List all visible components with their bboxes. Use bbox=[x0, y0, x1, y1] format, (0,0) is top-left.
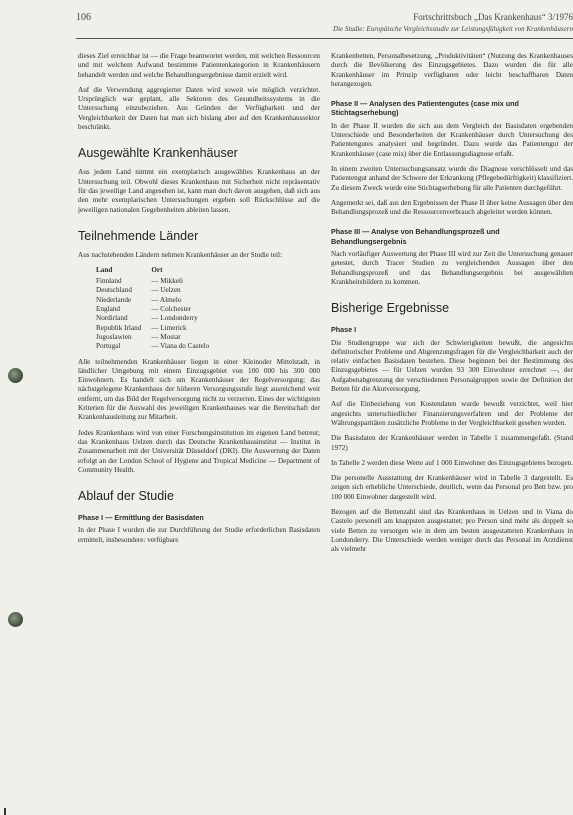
left-column bbox=[78, 52, 320, 551]
cell-ort: — Viana do Castelo bbox=[151, 342, 210, 351]
section-heading: Bisherige Ergebnisse bbox=[331, 301, 450, 316]
cell-ort: — Londonderry bbox=[151, 314, 198, 323]
paragraph: dieses Ziel erreichbar ist — die Frage beantwortet werden, mit welchen Ressourcen und mit welchem Aufwand bestimmte Patientenkategorien in Krankenhäusern behandelt werden und welche Behandlungsergebnisse damit erzielt wird. bbox=[78, 52, 320, 79]
cell-ort: — Mostar bbox=[151, 332, 181, 341]
cell-land: Deutschland bbox=[96, 286, 132, 295]
margin-mark bbox=[4, 808, 6, 815]
running-subtitle: Die Studie: Europäische Vergleichsstudie zur Leistungsfähigkeit von Krankenhäusern bbox=[333, 25, 573, 33]
paragraph: Auf die Verwendung aggregierter Daten wird soweit wie möglich verzichtet. Ursprünglich war geplant, alle Sektoren des Gesundheitssystems in die Untersuchung einzubeziehen. Aus Gründen der Verfügbarkeit und der Vergleichbarkeit der Daten hat man sich bislang aber auf den Krankenhaussektor beschränkt. bbox=[78, 85, 320, 132]
paragraph: Die Basisdaten der Krankenhäuser werden in Tabelle 1 zusammengefaßt. (Stand 1972) bbox=[331, 434, 573, 452]
table-row bbox=[96, 342, 213, 351]
paragraph: Jedes Krankenhaus wird von einer Forschungsinstitution im eigenen Land betreut; das Krankenhaus Uelzen durch das Deutsche Krankenhausinstitut — Institut in Zusammenarbeit mit der Universität Düsseldorf (DKI). Die Auswertung der Daten erfolgt an der London School of Hygiene and Tropical Medicine — Department of Community Health. bbox=[78, 428, 320, 474]
table-header-ort: Ort bbox=[151, 266, 163, 275]
subsection-heading: Phase III — Analyse von Behandlungsprozeß und Behandlungsergebnis bbox=[331, 227, 500, 246]
table-header-land: Land bbox=[96, 266, 113, 275]
right-column bbox=[331, 52, 573, 560]
countries-table bbox=[96, 266, 213, 351]
table-row bbox=[96, 305, 213, 314]
section-heading: Teilnehmende Länder bbox=[78, 228, 199, 243]
cell-ort: — Limerick bbox=[151, 323, 187, 332]
section-heading: Ausgewählte Krankenhäuser bbox=[78, 146, 238, 161]
paragraph: In einem zweiten Untersuchungsansatz wurde die Diagnose verschlüsselt und das Patientengut anhand der Schwere der Erkrankung (Pflegebedürftigkeit) klassifiziert. Zu diesem Zweck wurde eine Stichtagserhebung für alle Patienten durchgeführt. bbox=[331, 164, 573, 192]
subsection-heading: Phase I — Ermittlung der Basisdaten bbox=[78, 513, 204, 523]
section-heading: Ablauf der Studie bbox=[78, 489, 174, 504]
paragraph: Aus jedem Land nimmt ein exemplarisch ausgewähltes Krankenhaus an der Untersuchung teil. Obwohl dieses Krankenhaus mit Sicherheit nicht repräsentativ für das jeweilige Land angesehen ist, kann man doch davon ausgehen, daß sich aus den mehr exemplarischen Untersuchungen ergeben soll Rückschlüsse auf die jeweiligen nationalen Gegebenheiten ableiten lassen. bbox=[78, 168, 320, 214]
table-row bbox=[96, 314, 213, 323]
cell-land: Republik Irland bbox=[96, 323, 142, 332]
cell-ort: — Almelo bbox=[151, 295, 182, 304]
paragraph: Aus nachstehenden Ländern nehmen Krankenhäuser an der Studie teil: bbox=[78, 250, 282, 259]
paragraph: In der Phase II wurden die sich aus dem Vergleich der Basisdaten ergebenden Unterschiede und Besonderheiten der Krankenhäuser durch Untersuchung des Patientengutes analysiert und begründet. Dazu wurde das Patientengut der Krankenhäuser (case mix) über die Entlassungsdiagnose erfaßt. bbox=[331, 121, 573, 158]
punch-hole-icon bbox=[8, 368, 23, 383]
cell-land: Finnland bbox=[96, 277, 122, 286]
table-row bbox=[96, 286, 213, 295]
cell-land: England bbox=[96, 305, 120, 314]
paragraph: Angemerkt sei, daß aus den Ergebnissen der Phase II über keine Aussagen über den Behandlungsprozeß und die Ressourcenverbrauch abgeleitet werden können. bbox=[331, 198, 573, 217]
subsection-heading: Phase I bbox=[331, 325, 357, 335]
punch-hole-icon bbox=[8, 612, 23, 627]
paragraph: Bezogen auf die Bettenzahl sind das Krankenhaus in Uelzen und in Viana do Castelo personell am knappsten ausgestattet; pro Person sind mehr als doppelt so viele Betten zu versorgen wie in dem am besten ausgestatteten Krankenhaus in Londonderry. Die Unterschiede werden weniger durch das Personal im Arztdienst als vielmehr bbox=[331, 507, 573, 554]
page-header bbox=[76, 10, 573, 39]
paragraph: Nach vorläufiger Auswertung der Phase III wird zur Zeit die Untersuchung genauer getestet, durch Tracer Studien zu vergleichenden Aussagen über den Behandlungsprozeß und das Behandlungsergebnis bei ausgewählten Krankheitsbildern zu kommen. bbox=[331, 250, 573, 286]
table-row bbox=[96, 333, 213, 342]
table-row bbox=[96, 296, 213, 305]
cell-land: Niederlande bbox=[96, 295, 132, 304]
paragraph: Die personelle Ausstattung der Krankenhäuser wird in Tabelle 3 dargestellt. Es zeigen sich erhebliche Unterschiede, deutlich, wenn das Personal pro Bett bzw. pro 100 000 Einwohner dargestellt wird. bbox=[331, 474, 573, 501]
paragraph: In Tabelle 2 werden diese Werte auf 1 000 Einwohner des Einzugsgebietes bezogen. bbox=[331, 458, 573, 467]
cell-ort: — Mikkeli bbox=[151, 277, 184, 286]
paragraph: Krankenbetten, Personalbesetzung, „Produktivitäten“ (Nutzung des Krankenhauses durch die Bevölkerung des Einzugsgebietes. Dazu wurden die für alle Krankenhäuser im Prinzip verfügbaren oder leicht beschaffbaren Daten herangezogen. bbox=[331, 52, 573, 88]
cell-ort: — Colchester bbox=[151, 305, 192, 314]
journal-title: Fortschrittsbuch „Das Krankenhaus“ 3/1976 bbox=[413, 12, 573, 22]
cell-land: Nordirland bbox=[96, 314, 128, 323]
paragraph: Die Studiengruppe war sich der Schwierigkeiten bewußt, die angesichts definitorischer Probleme und Abgrenzungsfragen für die Vergleichbarkeit auch der relativ einfachen Basisdaten bestehen. Diese beginnen bei der Bestimmung des Einzugsgebietes — für Uelzen wurden 93 300 Einwohner errechnet —, der Aufgabenabgrenzung der verschiedenen Personalgruppen sowie der Definition der Betten für die Akutversorgung. bbox=[331, 338, 573, 394]
cell-land: Portugal bbox=[96, 342, 121, 351]
paragraph: Auf die Einbeziehung von Kostendaten wurde bewußt verzichtet, weil hier angesichts unterschiedlicher Finanzierungsverfahren und der Probleme der Währungsparitäten zusätzliche Probleme in der Vergleichbarkeit gesehen wurden. bbox=[331, 400, 573, 427]
paragraph: Alle teilnehmenden Krankenhäuser liegen in einer Kleinoder Mittelstadt, in ländlicher Umgebung mit einem Einzugsgebiet von 100 000 bis 300 000 Einwohnern. Es handelt sich um Krankenhäuser der Regelversorgung; das nächstgelegene Krankenhaus der höheren Versorgungsstufe liegt ausreichend weit entfernt, um das Bild der Regelversorgung nicht zu verzerren. Eines der wichtigsten Kriterien für die Auswahl des jeweiligen Krankenhauses war die Bereitschaft der Krankenhausleitung zur Mitarbeit. bbox=[78, 357, 320, 422]
cell-ort: — Uelzen bbox=[151, 286, 181, 295]
page-number: 106 bbox=[76, 12, 91, 23]
cell-land: Jugoslawien bbox=[96, 332, 132, 341]
subsection-heading: Phase II — Analysen des Patientengutes (case mix und Stichtagserhebung) bbox=[331, 99, 519, 118]
table-row bbox=[96, 277, 213, 286]
paragraph: In der Phase I wurden die zur Durchführung der Studie erforderlichen Basisdaten ermittelt, insbesondere: verfügbare bbox=[78, 526, 320, 544]
table-row bbox=[96, 324, 213, 333]
